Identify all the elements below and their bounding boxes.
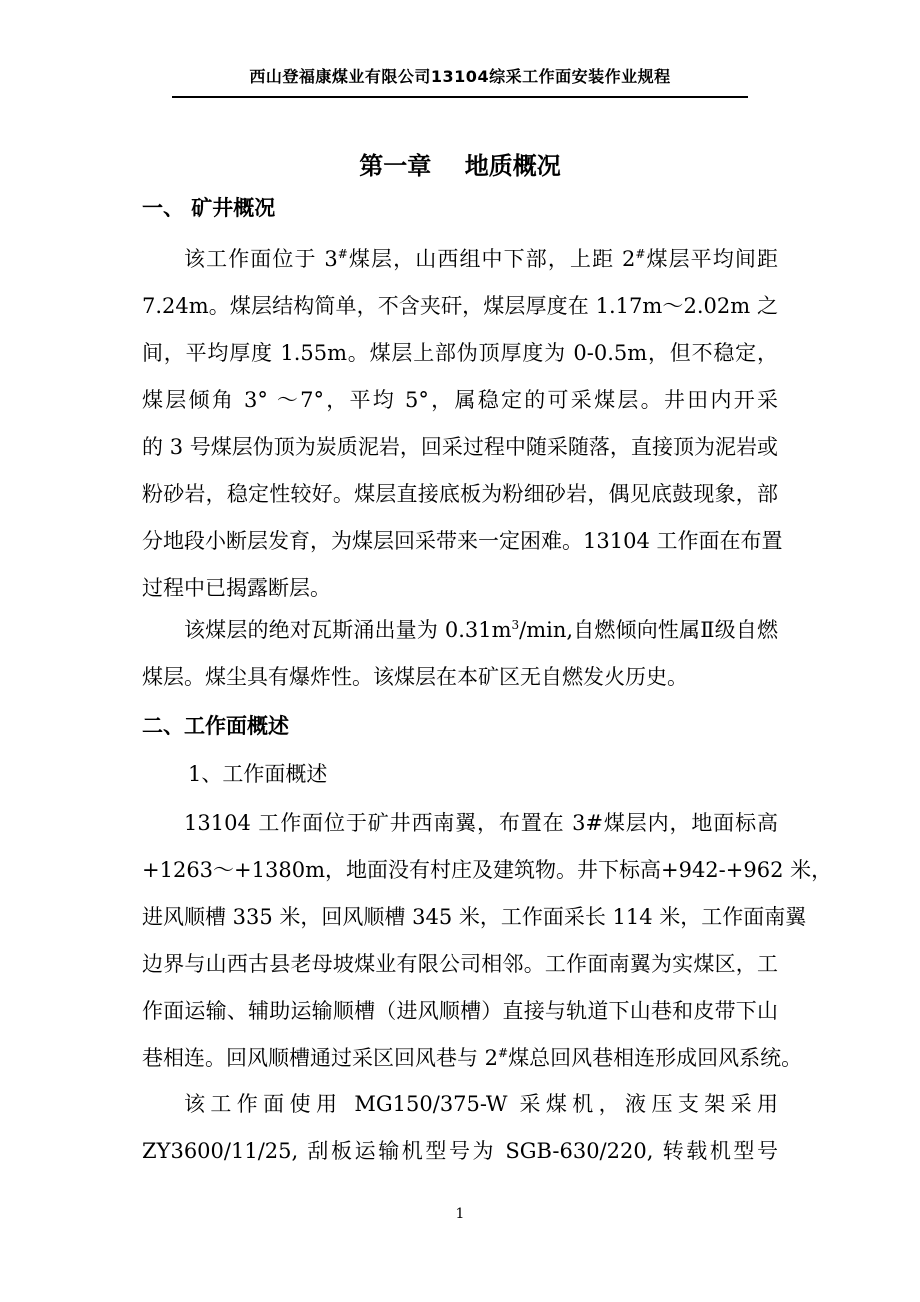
paragraph-line: 分地段小断层发育，为煤层回采带来一定困难。13104 工作面在布置	[142, 529, 783, 553]
subsection-heading: 1、工作面概述	[188, 762, 328, 786]
paragraph-equipment	[142, 1081, 778, 1175]
paragraph-working-face-location	[142, 800, 833, 1082]
paragraph-gas-emission	[142, 607, 778, 701]
chapter-title: 第一章 地质概况	[359, 152, 561, 180]
paragraph-line: 13104 工作面位于矿井西南翼，布置在 3#煤层内，地面标高	[184, 811, 778, 835]
paragraph-line: 该工作面使用 MG150/375-W 采煤机，液压支架采用	[184, 1092, 778, 1116]
paragraph-line: 该工作面位于 3#煤层，山西组中下部，上距 2#煤层平均间距	[184, 247, 778, 271]
paragraph-line: 边界与山西古县老母坡煤业有限公司相邻。工作面南翼为实煤区，工	[142, 952, 778, 976]
paragraph-line: 煤层。煤尘具有爆炸性。该煤层在本矿区无自燃发火历史。	[142, 665, 688, 689]
paragraph-line: 间，平均厚度 1.55m。煤层上部伪顶厚度为 0-0.5m，但不稳定，	[142, 341, 778, 365]
paragraph-line: 巷相连。回风顺槽通过采区回风巷与 2#煤总回风巷相连形成回风系统。	[142, 1046, 803, 1070]
header-rule	[172, 96, 748, 98]
running-header: 西山登福康煤业有限公司13104综采工作面安装作业规程	[249, 67, 671, 86]
paragraph-coal-seam	[142, 236, 783, 612]
paragraph-line: 煤层倾角 3° ～7°，平均 5°，属稳定的可采煤层。井田内开采	[142, 388, 778, 412]
page-number: 1	[455, 1206, 465, 1222]
section-heading-working-face: 二、工作面概述	[142, 714, 289, 738]
section-heading-mine-overview: 一、 矿井概况	[142, 196, 276, 220]
paragraph-line: ZY3600/11/25, 刮板运输机型号为 SGB-630/220, 转载机型号	[142, 1139, 778, 1163]
paragraph-line: 该煤层的绝对瓦斯涌出量为 $0.31m^3/\min$,自燃倾向性属Ⅱ级自燃	[184, 618, 778, 642]
paragraph-line: 作面运输、辅助运输顺槽（进风顺槽）直接与轨道下山巷和皮带下山	[142, 999, 778, 1023]
paragraph-line: 7.24m。煤层结构简单，不含夹矸，煤层厚度在 1.17m～2.02m 之	[142, 294, 778, 318]
paragraph-line: 的 3 号煤层伪顶为炭质泥岩，回采过程中随采随落，直接顶为泥岩或	[142, 435, 778, 459]
paragraph-line: 粉砂岩，稳定性较好。煤层直接底板为粉细砂岩，偶见底鼓现象，部	[142, 482, 778, 506]
paragraph-line: 过程中已揭露断层。	[142, 576, 331, 600]
paragraph-line: 进风顺槽 335 米，回风顺槽 345 米，工作面采长 114 米，工作面南翼	[142, 905, 807, 929]
paragraph-line: +1263～+1380m，地面没有村庄及建筑物。井下标高+942-+962 米，	[142, 858, 833, 882]
